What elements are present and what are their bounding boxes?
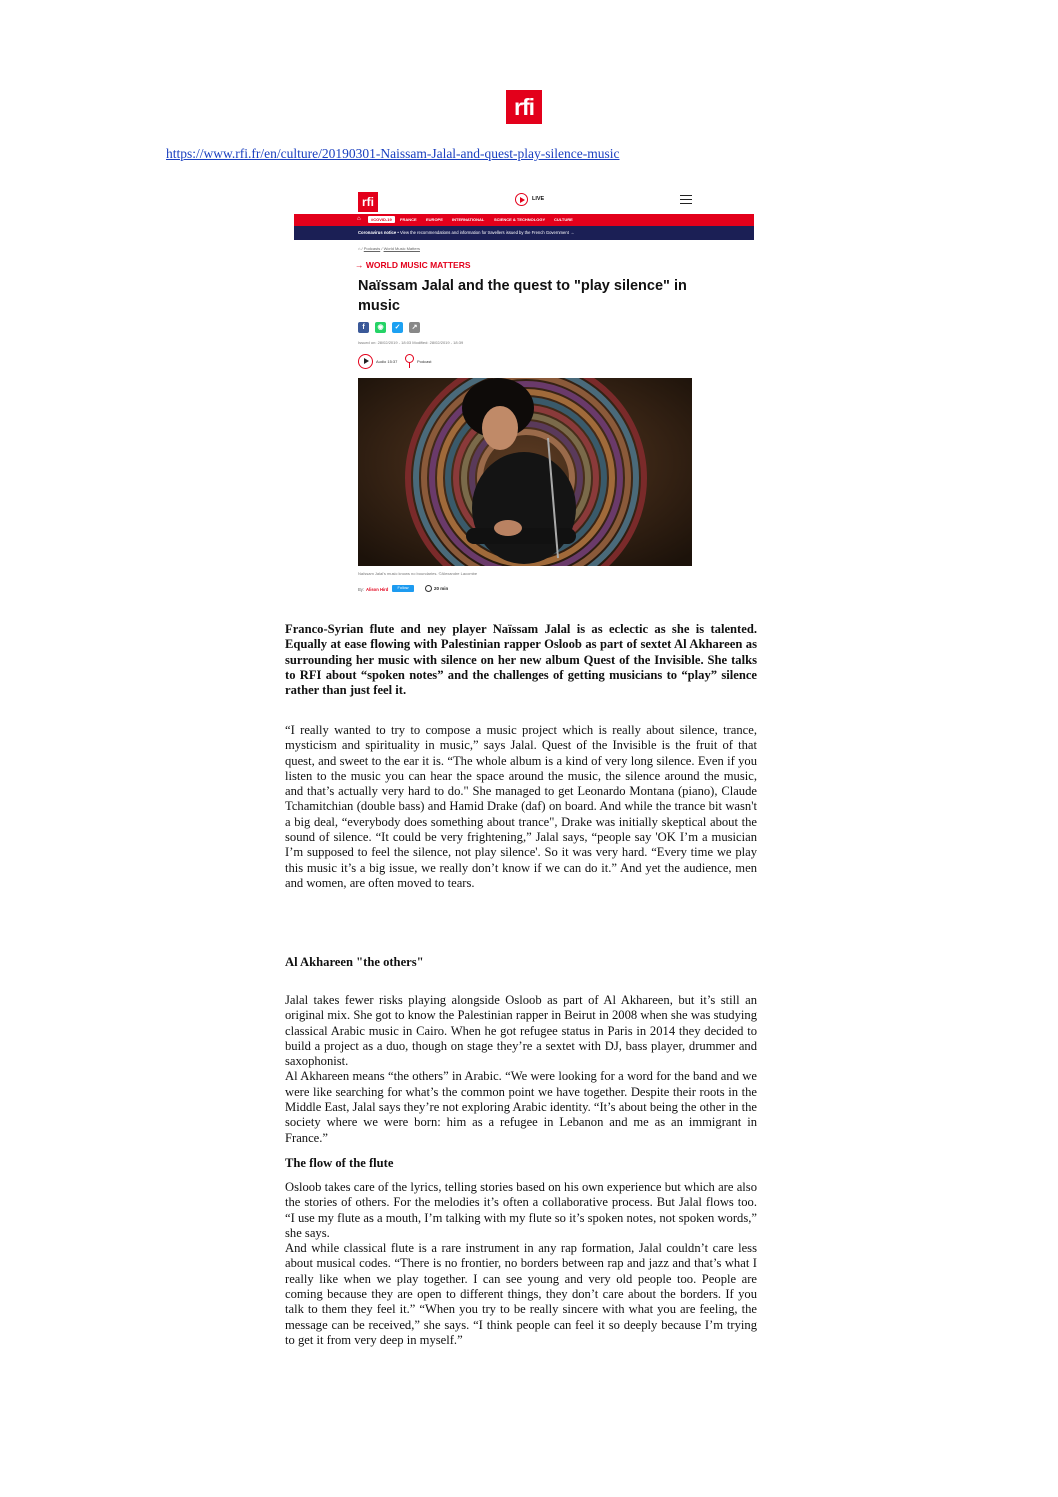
article-screenshot <box>294 186 754 606</box>
byline-label: By: <box>358 587 365 592</box>
audio-label[interactable]: Audio 15:37 <box>376 359 398 364</box>
clock-icon <box>425 585 432 592</box>
paragraph-3a: Osloob takes care of the lyrics, telling stories based on his own experience but which are also the stories of others. For the melodies it’s often a collaborative process. But Jalal flows too. “I use my flute as a mouth, I’m talking with my flute so it’s spoken notes, not spoken words,” she says. <box>285 1180 757 1240</box>
nav-item-france[interactable]: FRANCE <box>400 217 417 222</box>
play-live-icon[interactable] <box>515 193 528 206</box>
breadcrumb-home-icon[interactable]: ⌂ <box>358 246 361 251</box>
source-url-link[interactable]: https://www.rfi.fr/en/culture/20190301-Naissam-Jalal-and-quest-play-silence-music <box>166 146 620 161</box>
live-label[interactable]: LIVE <box>532 196 545 202</box>
paragraph-3 <box>285 1180 757 1348</box>
rfi-logo: rfi <box>506 90 542 124</box>
author-link[interactable]: Alison Hird <box>366 587 389 592</box>
notice-text: • View the recommendations and information for travellers issued by the French Government → <box>396 230 575 235</box>
paragraph-3b: And while classical flute is a rare instrument in any rap formation, Jalal couldn’t care less about musical codes. “There is no frontier, no borders between rap and jazz and that’s what I really like when we play together. I can see young and very old people too. People are coming because they are open to different things, they don’t care about the borders. If you talk to them they feel it.” “When you try to be really sincere with what you are feeling, the message can be received,” she says. “I think people can feel it so deeply because I’m trying to get it from very deep in myself.” <box>285 1241 757 1347</box>
facebook-icon[interactable]: f <box>358 322 369 333</box>
paragraph-2a: Jalal takes fewer risks playing alongside Osloob as part of Al Akhareen, but it’s still an original mix. She got to know the Palestinian rapper in Beirut in 2008 when she was studying classical Arabic music in Cairo. When he got refugee status in Paris in 2014 they decided to build a project as a duo, though on stage they’re a sextet with DJ, bass player, drummer and saxophonist. <box>285 993 757 1069</box>
article-title: Naïssam Jalal and the quest to "play silence" in music <box>358 278 687 314</box>
breadcrumb-podcasts[interactable]: Podcasts <box>363 246 381 251</box>
section-label[interactable]: → WORLD MUSIC MATTERS <box>355 260 471 270</box>
podcast-label[interactable]: Podcast <box>417 359 432 364</box>
nav-item-international[interactable]: INTERNATIONAL <box>452 217 485 222</box>
nav-bar <box>294 214 754 226</box>
coronavirus-notice[interactable] <box>294 226 754 240</box>
breadcrumb-world-music[interactable]: World Music Matters <box>383 246 420 251</box>
podcast-icon[interactable] <box>405 354 414 363</box>
nav-item-europe[interactable]: EUROPE <box>426 217 443 222</box>
share-icon[interactable]: ↗ <box>409 322 420 333</box>
photo-caption: Naïssam Jalal's music knows no boundaries. ©Alexandre Lacombe <box>358 571 478 576</box>
paragraph-2 <box>285 993 757 1146</box>
notice-bold: Coronavirus notice <box>358 230 397 235</box>
screenshot-rfi-logo[interactable]: rfi <box>358 192 378 212</box>
issued-date: Issued on: 28/02/2019 - 18:03 Modified: 28/02/2019 - 18:39 <box>358 340 464 345</box>
read-time: 20 min <box>434 586 449 591</box>
nav-covid-tag[interactable]: #COVID-19 <box>368 216 395 223</box>
menu-icon[interactable] <box>680 195 692 204</box>
home-icon[interactable]: ⌂ <box>357 216 361 222</box>
article-photo <box>358 378 692 566</box>
follow-button[interactable]: Follow <box>392 585 414 592</box>
twitter-icon[interactable]: ✓ <box>392 322 403 333</box>
heading-al-akhareen: Al Akhareen "the others" <box>285 955 424 969</box>
article-intro: Franco-Syrian flute and ney player Naïssam Jalal is as eclectic as she is talented. Equally at ease flowing with Palestinian rapper Osloob as part of sextet Al Akhareen as surrounding her music with silence on her new album Quest of the Invisible. She talks to RFI about “spoken notes” and the challenges of getting musicians to “play” silence rather than just feel it. <box>285 622 757 698</box>
audio-play-icon[interactable] <box>358 354 373 369</box>
heading-flow-of-flute: The flow of the flute <box>285 1156 394 1170</box>
paragraph-2b: Al Akhareen means “the others” in Arabic. “We were looking for a word for the band and we were like searching for what’s the common point we have together. Despite their roots in the Middle East, Jalal says they’re not exploring Arabic identity. “It’s about being the other in the society where we were born: him as a refugee in Lebanon and me as an immigrant in France.” <box>285 1069 757 1145</box>
nav-item-culture[interactable]: CULTURE <box>554 217 573 222</box>
paragraph-1: “I really wanted to try to compose a music project which is really about silence, trance, mysticism and spirituality in music,” says Jalal. Quest of the Invisible is the fruit of that quest, and sweet to the ear it is. “The whole album is a kind of very long silence. Even if you listen to the music you can hear the space around the music, the silence around the music, and that’s actually very hard to do." She managed to get Leonardo Montana (piano), Claude Tchamitchian (double bass) and Hamid Drake (daf) on board. And while the trance bit wasn't a big deal, “everybody does something about trance", Drake was initially skeptical about the sound of silence. “It could be very frightening,” Jalal says, “people say 'OK I’m a musician I’m supposed to feel the silence, not play silence'. So it was very hard. “Every time we play this music it’s a big issue, we really don’t know if we can do it.” And yet the audience, men and women, are often moved to tears. <box>285 723 757 890</box>
nav-item-science[interactable]: SCIENCE & TECHNOLOGY <box>494 217 546 222</box>
breadcrumb: ⌂ / Podcasts / World Music Matters <box>358 246 420 251</box>
whatsapp-icon[interactable]: ◉ <box>375 322 386 333</box>
